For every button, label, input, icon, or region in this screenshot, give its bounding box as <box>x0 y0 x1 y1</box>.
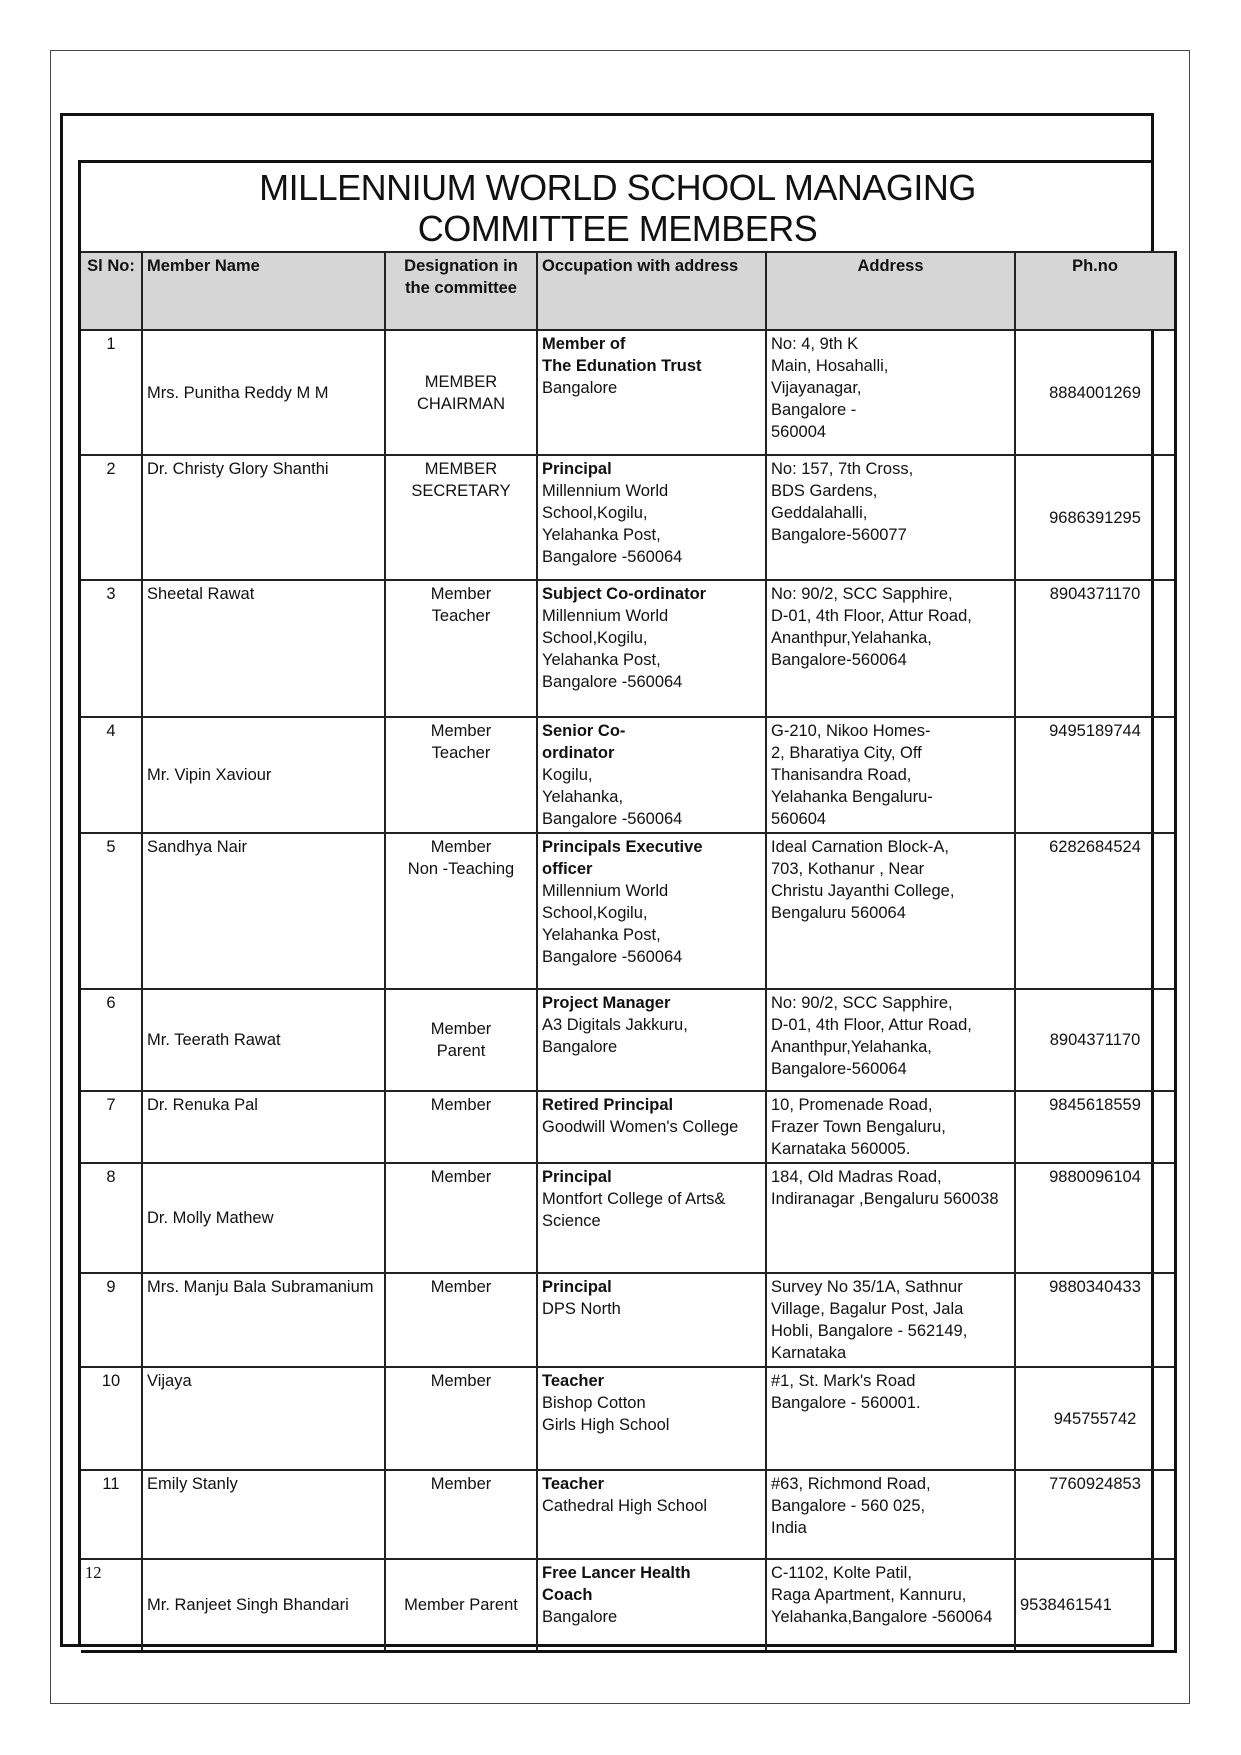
table-row <box>81 1163 1176 1273</box>
phone-cell: 9495189744 <box>1015 717 1176 833</box>
title-line-1: MILLENNIUM WORLD SCHOOL MANAGING <box>259 167 976 208</box>
designation-cell <box>385 455 537 580</box>
address-cell <box>766 580 1015 717</box>
designation-cell <box>385 717 537 833</box>
designation-line: Member <box>430 585 492 603</box>
occupation-cell <box>537 1163 766 1273</box>
table-row <box>81 989 1176 1091</box>
occupation-line: Bishop Cotton <box>542 1394 646 1412</box>
address-line: #1, St. Mark's Road <box>771 1372 916 1390</box>
address-line: Karnataka 560005. <box>771 1140 911 1158</box>
sl-number-cell: 7 <box>81 1091 142 1163</box>
header-address: Address <box>766 252 1015 330</box>
occupation-title: ordinator <box>542 744 615 762</box>
address-line: India <box>771 1519 807 1537</box>
occupation-cell <box>537 989 766 1091</box>
address-line: BDS Gardens, <box>771 482 878 500</box>
designation-line: Member <box>430 1168 492 1186</box>
occupation-title: officer <box>542 860 593 878</box>
address-cell <box>766 1559 1015 1651</box>
phone-cell: 9845618559 <box>1015 1091 1176 1163</box>
table-row <box>81 833 1176 989</box>
occupation-line: School,Kogilu, <box>542 629 648 647</box>
designation-line: Member <box>430 1475 492 1493</box>
designation-cell <box>385 1470 537 1559</box>
address-cell <box>766 1091 1015 1163</box>
occupation-line: Millennium World <box>542 607 669 625</box>
occupation-line: Montfort College of Arts& <box>542 1190 726 1208</box>
occupation-cell <box>537 717 766 833</box>
occupation-line: Goodwill Women's College <box>542 1118 739 1136</box>
occupation-line: Yelahanka, <box>542 788 624 806</box>
occupation-title: Retired Principal <box>542 1096 674 1114</box>
address-line: Geddalahalli, <box>771 504 868 522</box>
address-line: 703, Kothanur , Near <box>771 860 925 878</box>
member-name-cell: Mr. Teerath Rawat <box>142 989 385 1091</box>
header-member-name: Member Name <box>142 252 385 330</box>
designation-cell <box>385 330 537 455</box>
occupation-line: Bangalore -560064 <box>542 673 683 691</box>
designation-line: Member <box>430 722 492 740</box>
occupation-title: Member of <box>542 335 626 353</box>
address-line: D-01, 4th Floor, Attur Road, <box>771 1016 972 1034</box>
occupation-title: Project Manager <box>542 994 671 1012</box>
member-name-cell: Vijaya <box>142 1367 385 1470</box>
address-line: 2, Bharatiya City, Off <box>771 744 922 762</box>
member-name-cell: Dr. Renuka Pal <box>142 1091 385 1163</box>
member-name-cell: Dr. Molly Mathew <box>142 1163 385 1273</box>
occupation-line: Yelahanka Post, <box>542 926 661 944</box>
address-line: Ananthpur,Yelahanka, <box>771 1038 932 1056</box>
address-line: Yelahanka,Bangalore -560064 <box>771 1608 993 1626</box>
address-line: Karnataka <box>771 1344 847 1362</box>
designation-line: Non -Teaching <box>407 860 515 878</box>
address-cell <box>766 989 1015 1091</box>
address-line: Yelahanka Bengaluru- <box>771 788 933 806</box>
header-occupation: Occupation with address <box>537 252 766 330</box>
designation-cell <box>385 1273 537 1367</box>
title-line-2: COMMITTEE MEMBERS <box>417 208 818 249</box>
sl-number-cell: 1 <box>81 330 142 455</box>
phone-cell: 6282684524 <box>1015 833 1176 989</box>
member-name-cell: Dr. Christy Glory Shanthi <box>142 455 385 580</box>
table-row <box>81 1367 1176 1470</box>
address-line: 184, Old Madras Road, <box>771 1168 942 1186</box>
occupation-line: A3 Digitals Jakkuru, Bangalore <box>542 1016 688 1056</box>
designation-cell <box>385 1367 537 1470</box>
phone-cell: 8904371170 <box>1015 580 1176 717</box>
occupation-line: Millennium World <box>542 882 669 900</box>
member-name-cell: Mrs. Manju Bala Subramanium <box>142 1273 385 1367</box>
phone-cell: 8904371170 <box>1015 989 1176 1091</box>
address-line: Indiranagar ,Bengaluru 560038 <box>771 1190 999 1208</box>
occupation-cell <box>537 455 766 580</box>
address-line: Raga Apartment, Kannuru, <box>771 1586 967 1604</box>
occupation-cell <box>537 580 766 717</box>
table-row <box>81 1559 1176 1651</box>
address-line: Ananthpur,Yelahanka, <box>771 629 932 647</box>
address-line: D-01, 4th Floor, Attur Road, <box>771 607 972 625</box>
address-line: No: 90/2, SCC Sapphire, <box>771 585 953 603</box>
occupation-title: Free Lancer Health <box>542 1564 691 1582</box>
address-line: No: 4, 9th K <box>771 335 859 353</box>
occupation-cell <box>537 1470 766 1559</box>
occupation-title: Coach <box>542 1586 593 1604</box>
designation-line: CHAIRMAN <box>416 394 505 413</box>
address-line: Hobli, Bangalore - 562149, <box>771 1322 968 1340</box>
member-name-cell: Mrs. Punitha Reddy M M <box>142 330 385 455</box>
designation-line: Parent <box>436 1042 486 1060</box>
designation-line: SECRETARY <box>411 482 511 500</box>
occupation-line: Bangalore -560064 <box>542 948 683 966</box>
occupation-line: Yelahanka Post, <box>542 526 661 544</box>
occupation-line: Cathedral High School <box>542 1497 708 1515</box>
members-table <box>81 251 1177 1653</box>
member-name-cell: Sheetal Rawat <box>142 580 385 717</box>
address-line: Village, Bagalur Post, Jala <box>771 1300 964 1318</box>
designation-cell <box>385 1091 537 1163</box>
address-line: Christu Jayanthi College, <box>771 882 955 900</box>
phone-cell: 9538461541 <box>1015 1559 1176 1651</box>
occupation-title: Principal <box>542 1278 612 1296</box>
designation-cell <box>385 833 537 989</box>
member-name-cell: Sandhya Nair <box>142 833 385 989</box>
address-line: No: 157, 7th Cross, <box>771 460 914 478</box>
occupation-line: School,Kogilu, <box>542 504 648 522</box>
designation-cell <box>385 1559 537 1651</box>
occupation-title: Principals Executive <box>542 838 703 856</box>
occupation-line: Bangalore <box>542 379 618 397</box>
address-line: Bangalore - 560001. <box>771 1394 921 1412</box>
address-line: C-1102, Kolte Patil, <box>771 1564 912 1582</box>
table-header-row <box>81 252 1176 330</box>
designation-cell <box>385 580 537 717</box>
sl-number-cell: 6 <box>81 989 142 1091</box>
address-line: Main, Hosahalli, <box>771 357 889 375</box>
committee-document <box>78 160 1154 1647</box>
address-cell <box>766 1470 1015 1559</box>
address-line: G-210, Nikoo Homes- <box>771 722 931 740</box>
occupation-cell <box>537 833 766 989</box>
table-row <box>81 330 1176 455</box>
occupation-line: Millennium World <box>542 482 669 500</box>
table-row <box>81 1470 1176 1559</box>
address-line: Bengaluru 560064 <box>771 904 906 922</box>
designation-line: Teacher <box>431 607 491 625</box>
address-line: Frazer Town Bengaluru, <box>771 1118 946 1136</box>
table-row <box>81 580 1176 717</box>
designation-cell <box>385 1163 537 1273</box>
address-line: 10, Promenade Road, <box>771 1096 933 1114</box>
address-line: Bangalore - <box>771 401 857 419</box>
phone-cell: 9880096104 <box>1015 1163 1176 1273</box>
sl-number-cell: 12 <box>81 1559 142 1651</box>
occupation-title: Teacher <box>542 1372 605 1390</box>
address-cell <box>766 833 1015 989</box>
occupation-line: Yelahanka Post, <box>542 651 661 669</box>
occupation-title: Teacher <box>542 1475 605 1493</box>
occupation-line: Bangalore -560064 <box>542 810 683 828</box>
sl-number-cell: 11 <box>81 1470 142 1559</box>
phone-cell: 7760924853 <box>1015 1470 1176 1559</box>
occupation-line: School,Kogilu, <box>542 904 648 922</box>
occupation-cell <box>537 1559 766 1651</box>
occupation-title: Subject Co-ordinator <box>542 585 707 603</box>
sl-number-cell: 2 <box>81 455 142 580</box>
occupation-line: DPS North <box>542 1300 621 1318</box>
address-cell <box>766 455 1015 580</box>
occupation-cell <box>537 1367 766 1470</box>
designation-line: Member <box>430 838 492 856</box>
header-sl-no: Sl No: <box>81 252 142 330</box>
designation-line: Member Parent <box>404 1595 518 1614</box>
occupation-line: Science <box>542 1212 601 1230</box>
address-line: Ideal Carnation Block-A, <box>771 838 949 856</box>
member-name-cell: Mr. Ranjeet Singh Bhandari <box>142 1559 385 1651</box>
address-cell <box>766 330 1015 455</box>
address-cell <box>766 717 1015 833</box>
address-line: Bangalore-560064 <box>771 651 907 669</box>
address-line: Vijayanagar, <box>771 379 862 397</box>
occupation-title: Senior Co- <box>542 722 626 740</box>
address-line: Bangalore-560077 <box>771 526 907 544</box>
address-line: Bangalore-560064 <box>771 1060 907 1078</box>
occupation-title: Principal <box>542 460 612 478</box>
member-name-cell: Emily Stanly <box>142 1470 385 1559</box>
sl-number-cell: 9 <box>81 1273 142 1367</box>
designation-line: Teacher <box>431 744 491 762</box>
occupation-line: Kogilu, <box>542 766 593 784</box>
sl-number-cell: 5 <box>81 833 142 989</box>
address-line: Bangalore - 560 025, <box>771 1497 926 1515</box>
designation-line: MEMBER <box>424 460 498 478</box>
table-row <box>81 1273 1176 1367</box>
phone-cell: 8884001269 <box>1015 330 1176 455</box>
occupation-line: Bangalore <box>542 1608 618 1626</box>
sl-number-cell: 10 <box>81 1367 142 1470</box>
phone-cell: 9880340433 <box>1015 1273 1176 1367</box>
address-cell <box>766 1273 1015 1367</box>
occupation-cell <box>537 1273 766 1367</box>
sl-number-cell: 3 <box>81 580 142 717</box>
address-line: 560004 <box>771 423 827 441</box>
address-line: Thanisandra Road, <box>771 766 912 784</box>
address-cell <box>766 1163 1015 1273</box>
address-cell <box>766 1367 1015 1470</box>
occupation-cell <box>537 330 766 455</box>
occupation-line: Girls High School <box>542 1416 670 1434</box>
occupation-title: Principal <box>542 1168 612 1186</box>
address-line: 560604 <box>771 810 827 828</box>
designation-line: Member <box>430 1096 492 1114</box>
designation-line: Member <box>430 1278 492 1296</box>
sl-number-cell: 4 <box>81 717 142 833</box>
phone-cell: 9686391295 <box>1015 455 1176 580</box>
occupation-line: Bangalore -560064 <box>542 548 683 566</box>
sl-number-cell: 8 <box>81 1163 142 1273</box>
table-row <box>81 717 1176 833</box>
address-line: #63, Richmond Road, <box>771 1475 931 1493</box>
designation-line: MEMBER <box>424 372 498 391</box>
designation-cell <box>385 989 537 1091</box>
designation-line: Member <box>430 1372 492 1390</box>
member-name-cell: Mr. Vipin Xaviour <box>142 717 385 833</box>
phone-cell: 945755742 <box>1015 1367 1176 1470</box>
address-line: Survey No 35/1A, Sathnur <box>771 1278 963 1296</box>
header-phone: Ph.no <box>1015 252 1176 330</box>
occupation-title: The Edunation Trust <box>542 357 702 375</box>
designation-line: Member <box>430 1020 492 1038</box>
occupation-cell <box>537 1091 766 1163</box>
address-line: No: 90/2, SCC Sapphire, <box>771 994 953 1012</box>
page-title <box>81 163 1154 255</box>
header-designation: Designation in the committee <box>385 252 537 330</box>
table-row <box>81 1091 1176 1163</box>
members-table-body <box>81 330 1176 1651</box>
table-row <box>81 455 1176 580</box>
